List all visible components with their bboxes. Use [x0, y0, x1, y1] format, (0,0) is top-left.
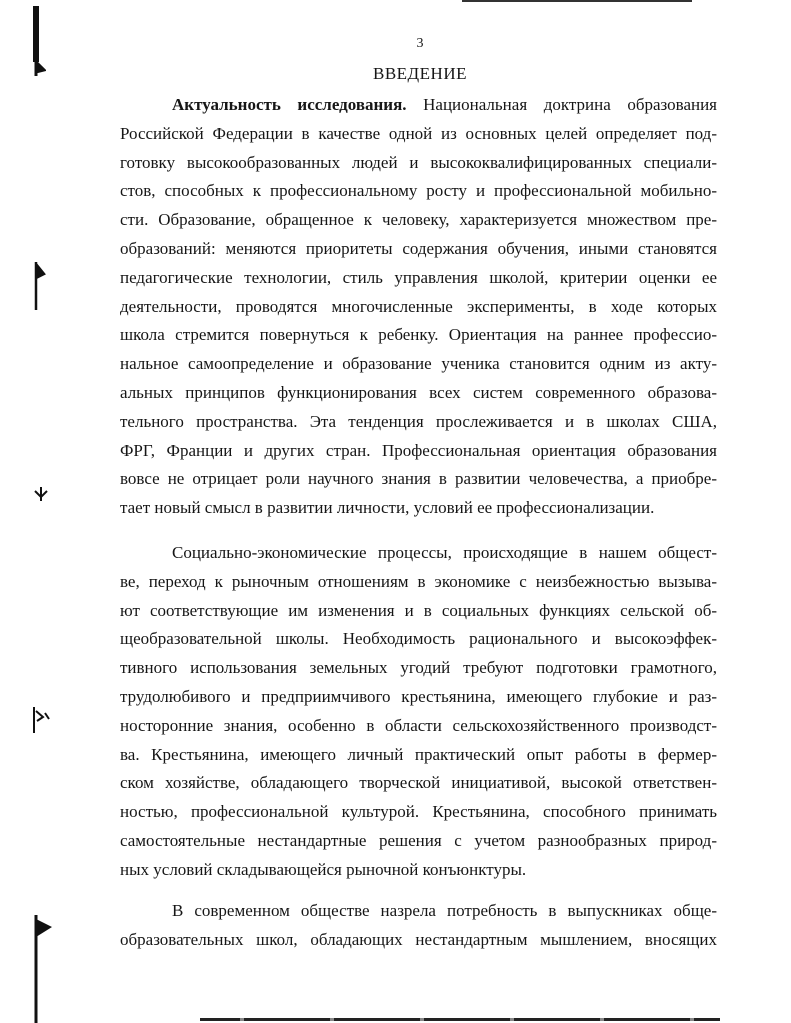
- text-line: ве, переход к рыночным отношениям в экономике с неизбежностью вызыва-: [120, 571, 717, 591]
- text-line: школа стремится повернуться к ребенку. Ориентация на раннее профессио-: [120, 325, 717, 345]
- scan-bottom-rule: [200, 1018, 720, 1021]
- text-line: ском хозяйстве, обладающего творческой инициативой, высокой ответствен-: [120, 773, 717, 793]
- scan-mark-3: [33, 487, 49, 501]
- scan-mark-2: [32, 262, 46, 312]
- text-line: нальное самоопределение и образование ученика становится одним из акту-: [120, 354, 717, 374]
- paragraph-1: [120, 91, 717, 523]
- text-line: ва. Крестьянина, имеющего личный практический опыт работы в фермер-: [120, 744, 717, 764]
- text-line: ют соответствующие им изменения и в социальных функциях сельской об-: [120, 600, 717, 620]
- paragraph-3: [120, 897, 717, 955]
- scan-mark-5: [32, 915, 56, 1023]
- text-line: сти. Образование, обращенное к человеку, характеризуется множеством пре-: [120, 210, 717, 230]
- text-line: [120, 91, 717, 120]
- text-line: альных принципов функционирования всех систем современного образова-: [120, 382, 717, 402]
- text-line: образований: меняются приоритеты содержания обучения, иными становятся: [120, 238, 717, 258]
- text-line: тельного пространства. Эта тенденция прослеживается и в школах США,: [120, 411, 717, 431]
- text-line: готовку высокообразованных людей и высококвалифицированных специали-: [120, 152, 717, 172]
- text-line: Российской Федерации в качестве одной из основных целей определяет под-: [120, 123, 717, 143]
- text-line: самостоятельные нестандартные решения с учетом разнообразных природ-: [120, 830, 717, 850]
- text-line: педагогические технологии, стиль управления школой, критерии оценки ее: [120, 267, 717, 287]
- page-number: 3: [416, 36, 424, 51]
- paragraph-lead: Актуальность исследования.: [172, 95, 407, 114]
- text-line: ФРГ, Франции и других стран. Профессиональная ориентация образования: [120, 440, 717, 460]
- text-line: ностью, профессиональной культурой. Крестьянина, способного принимать: [120, 802, 717, 822]
- text-line: стов, способных к профессиональному росту и профессиональной мобильно-: [120, 181, 717, 201]
- text-line-content: Национальная доктрина образования: [423, 95, 718, 114]
- scan-mark-4: [31, 705, 53, 735]
- text-line: тивного использования земельных угодий требуют подготовки грамотного,: [120, 658, 717, 678]
- text-line: Социально-экономические процессы, происходящие в нашем общест-: [172, 543, 717, 562]
- scan-top-rule: [462, 0, 692, 2]
- text-line: трудолюбивого и предприимчивого крестьянина, имеющего глубокие и раз-: [120, 686, 717, 706]
- scan-mark-1: [32, 54, 46, 78]
- text-line: ных условий складывающейся рыночной конъюнктуры.: [120, 859, 527, 879]
- text-line: образовательных школ, обладающих нестандартным мышлением, вносящих: [120, 929, 717, 949]
- text-line: В современном обществе назрела потребность в выпускниках обще-: [172, 901, 717, 920]
- text-line: щеобразовательной школы. Необходимость рационального и высокоэффек-: [120, 629, 717, 649]
- paragraph-2: [120, 539, 717, 885]
- section-title: ВВЕДЕНИЕ: [373, 64, 467, 83]
- text-line: деятельности, проводятся многочисленные эксперименты, в ходе которых: [120, 296, 717, 316]
- text-line: вовсе не отрицает роли научного знания в развитии человечества, а приобре-: [120, 469, 717, 489]
- text-line: тает новый смысл в развитии личности, условий ее профессионализации.: [120, 498, 655, 518]
- text-line: носторонние знания, особенно в области сельскохозяйственного производст-: [120, 715, 717, 735]
